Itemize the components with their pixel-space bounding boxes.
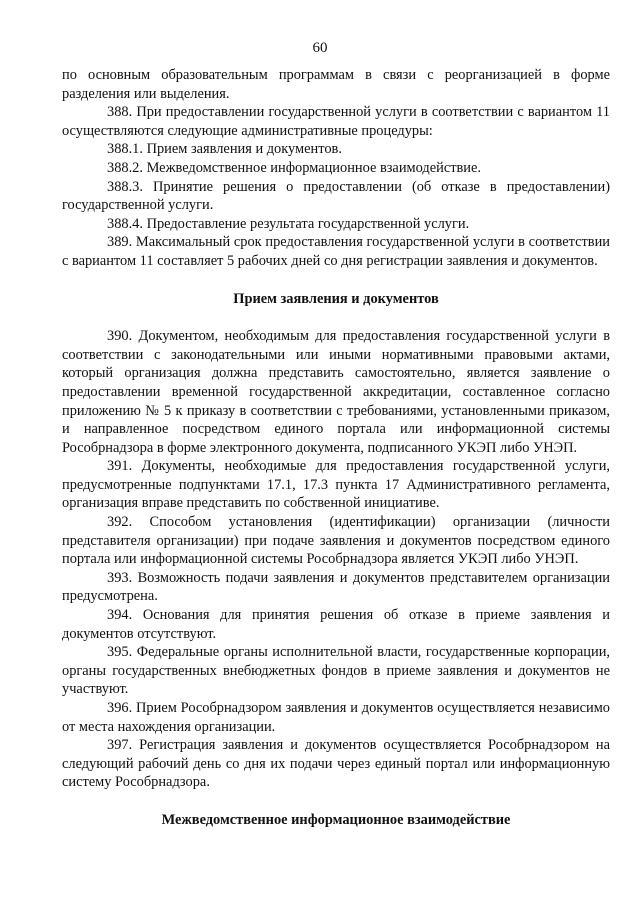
paragraph-393: 393. Возможность подачи заявления и документов представителем организации предусмотрена. — [62, 569, 610, 605]
paragraph-388-2: 388.2. Межведомственное информационное взаимодействие. — [107, 159, 481, 176]
paragraph-397: 397. Регистрация заявления и документов осуществляется Рособрнадзором на следующий рабочий день со дня их подачи через единый портал или информационную систему Рособрнадзора. — [62, 737, 610, 791]
paragraph-395: 395. Федеральные органы исполнительной власти, государственные корпорации, органы государственных внебюджетных фондов в приеме заявления и документов не участвуют. — [62, 644, 610, 698]
paragraph-391: 391. Документы, необходимые для предоставления государственной услуги, предусмотренные подпунктами 17.1, 17.3 пункта 17 Административного регламента, организация вправе представить по собственной инициативе. — [62, 458, 610, 512]
section-heading-interagency: Межведомственное информационное взаимодействие — [161, 811, 511, 828]
paragraph-394: 394. Основания для принятия решения об отказе в приеме заявления и документов отсутствуют. — [62, 607, 610, 642]
paragraph-continuation: по основным образовательным программам в связи с реорганизацией в форме разделения или выделения. — [62, 67, 610, 102]
paragraph-390: 390. Документом, необходимым для предоставления государственной услуги в соответствии с законодательными или иными нормативными правовыми актами, который организация должна представить самостоятельно, является заявление о предоставлении временной государственной аккредитации, составленное согласно приложению № 5 к приказу в соответствии с требованиями, установленными приказом, и направленное посредством единого портала или информационной системы Рособрнадзора в форме электронного документа, подписанного УКЭП либо УНЭП. — [62, 328, 610, 456]
document-body — [62, 66, 610, 830]
section-heading-application: Прием заявления и документов — [233, 290, 439, 307]
paragraph-392: 392. Способом установления (идентификации) организации (личности представителя организации) при подаче заявления и документов посредством единого портала или информационной системы Рособрнадзора является УКЭП либо УНЭП. — [62, 514, 610, 568]
paragraph-388: 388. При предоставлении государственной услуги в соответствии с вариантом 11 осуществляются следующие административные процедуры: — [62, 104, 610, 139]
paragraph-388-3: 388.3. Принятие решения о предоставлении (об отказе в предоставлении) государственной услуги. — [62, 178, 610, 214]
page-number: 60 — [312, 40, 328, 56]
paragraph-388-4: 388.4. Предоставление результата государственной услуги. — [107, 215, 470, 232]
paragraph-396: 396. Прием Рособрнадзором заявления и документов осуществляется независимо от места нахождения организации. — [62, 700, 610, 735]
paragraph-389: 389. Максимальный срок предоставления государственной услуги в соответствии с вариантом 11 составляет 5 рабочих дней со дня регистрации заявления и документов. — [62, 234, 610, 269]
paragraph-388-1: 388.1. Прием заявления и документов. — [107, 141, 342, 158]
